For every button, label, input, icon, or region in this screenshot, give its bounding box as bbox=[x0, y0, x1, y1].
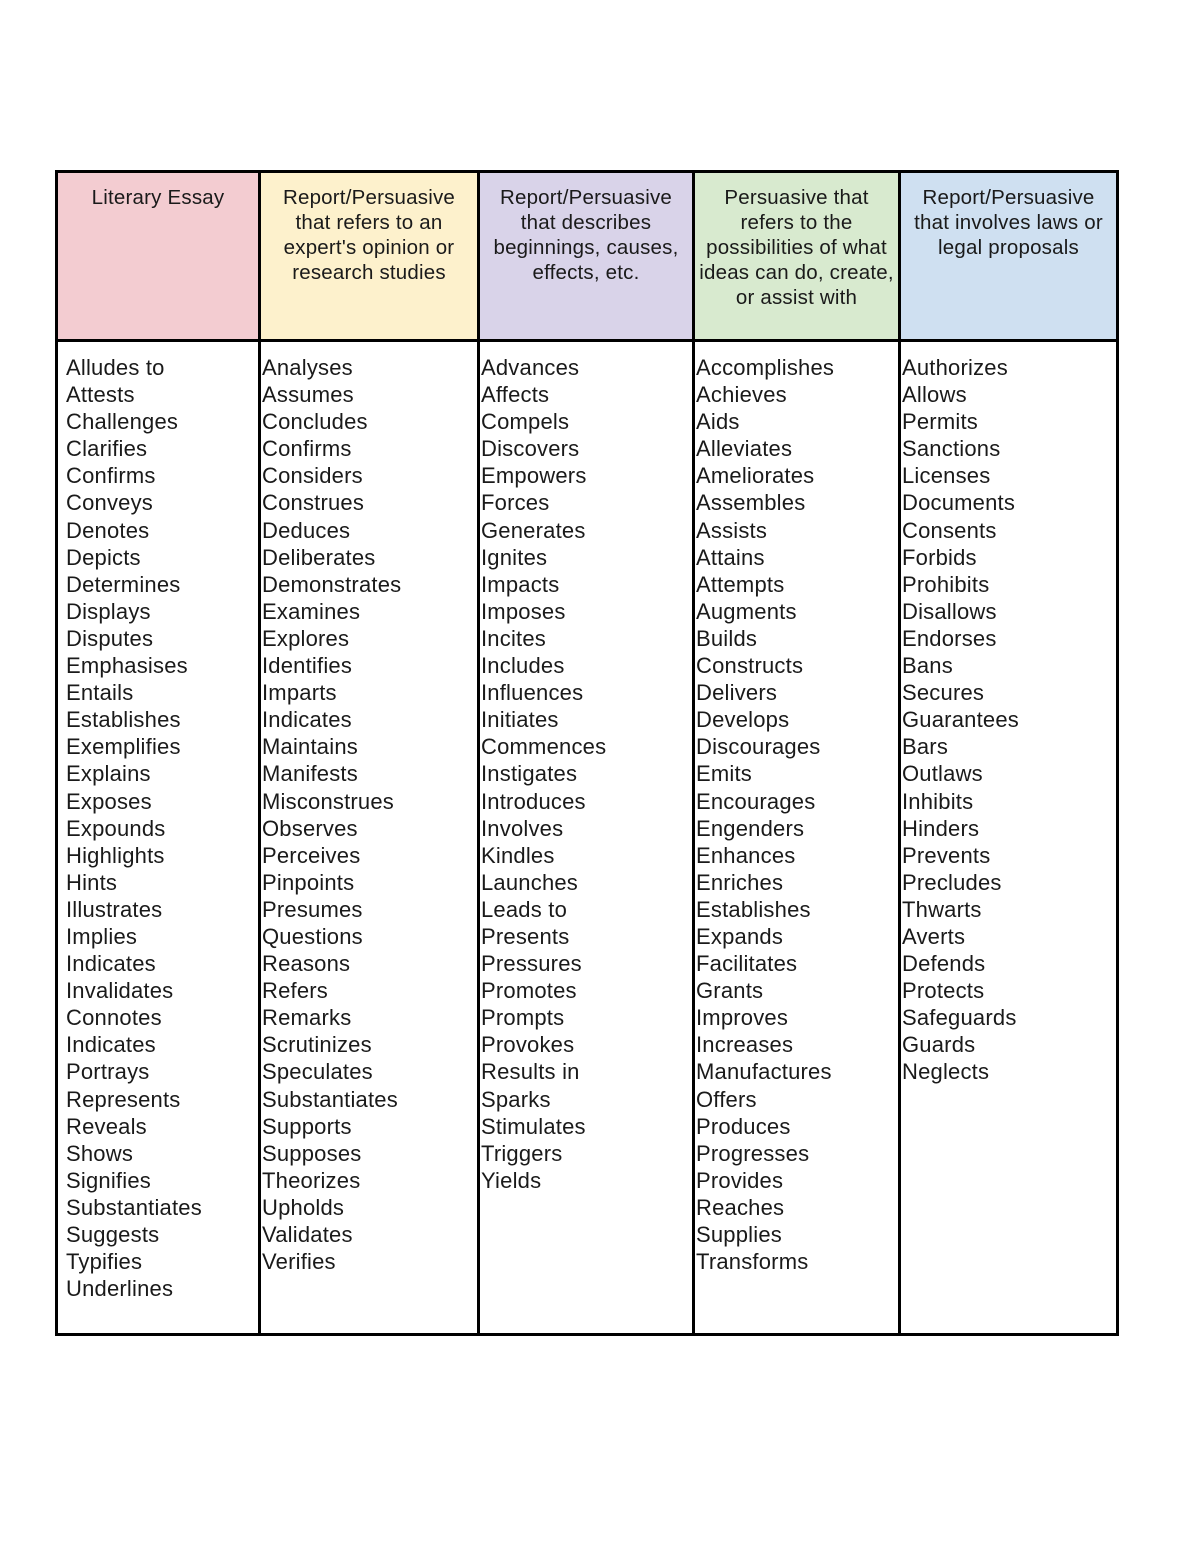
word-item: Demonstrates bbox=[262, 571, 402, 597]
word-item: Enhances bbox=[696, 842, 796, 868]
word-item: Hinders bbox=[902, 815, 980, 841]
word-item: Launches bbox=[481, 869, 579, 895]
word-item: Validates bbox=[262, 1222, 353, 1247]
word-item: Suggests bbox=[66, 1222, 160, 1247]
word-item: Confirms bbox=[66, 463, 156, 489]
word-item: Ameliorates bbox=[696, 463, 815, 489]
word-item: Scrutinizes bbox=[262, 1032, 372, 1058]
word-item: Indicates bbox=[66, 1032, 156, 1058]
header-literary-essay: Literary Essay bbox=[58, 173, 261, 342]
word-item: Incites bbox=[481, 625, 546, 651]
word-item: Alleviates bbox=[696, 436, 793, 462]
word-item: Establishes bbox=[66, 707, 181, 733]
word-item: Encourages bbox=[696, 788, 816, 814]
word-item: Consents bbox=[902, 517, 997, 543]
word-item: Forbids bbox=[902, 544, 977, 570]
word-item: Manifests bbox=[262, 761, 358, 787]
word-item: Engenders bbox=[696, 815, 805, 841]
word-item: Generates bbox=[481, 517, 586, 543]
word-item: Supports bbox=[262, 1113, 352, 1139]
word-item: Compels bbox=[481, 409, 570, 435]
word-item: Permits bbox=[902, 409, 978, 435]
word-item: Implies bbox=[66, 923, 138, 949]
word-item: Depicts bbox=[66, 544, 141, 570]
word-item: Yields bbox=[481, 1167, 542, 1193]
word-item: Invalidates bbox=[66, 978, 174, 1004]
word-item: Thwarts bbox=[902, 896, 982, 922]
column-causes-effects bbox=[480, 342, 695, 1333]
word-item: Deliberates bbox=[262, 544, 376, 570]
word-item: Highlights bbox=[66, 842, 165, 868]
word-item: Entails bbox=[66, 680, 134, 706]
word-item: Forces bbox=[481, 490, 550, 516]
header-causes-effects: Report/Persuasive that describes beginnings, causes, effects, etc. bbox=[480, 173, 695, 342]
word-item: Upholds bbox=[262, 1194, 345, 1220]
word-item: Observes bbox=[262, 815, 358, 841]
word-item: Allows bbox=[902, 382, 967, 408]
word-item: Advances bbox=[481, 355, 580, 380]
word-item: Commences bbox=[481, 734, 607, 760]
word-item: Challenges bbox=[66, 409, 179, 435]
word-item: Augments bbox=[696, 598, 797, 624]
word-item: Builds bbox=[696, 625, 758, 651]
column-expert-opinion bbox=[261, 342, 480, 1333]
word-item: Examines bbox=[262, 598, 361, 624]
word-item: Determines bbox=[66, 571, 181, 597]
word-item: Constructs bbox=[696, 653, 804, 679]
word-item: Includes bbox=[481, 653, 565, 679]
word-item: Guards bbox=[902, 1032, 976, 1058]
word-item: Identifies bbox=[262, 653, 353, 679]
word-item: Attests bbox=[66, 382, 135, 408]
word-item: Conveys bbox=[66, 490, 153, 516]
word-item: Develops bbox=[696, 707, 790, 733]
word-item: Affects bbox=[481, 382, 550, 408]
word-item: Provokes bbox=[481, 1032, 575, 1058]
word-item: Expounds bbox=[66, 815, 166, 841]
word-item: Signifies bbox=[66, 1167, 151, 1193]
word-item: Assumes bbox=[262, 382, 354, 408]
word-item: Manufactures bbox=[696, 1059, 832, 1085]
word-item: Impacts bbox=[481, 571, 560, 597]
word-item: Disputes bbox=[66, 625, 154, 651]
word-item: Supplies bbox=[696, 1222, 782, 1247]
word-item: Aids bbox=[696, 409, 740, 435]
word-item: Emits bbox=[696, 761, 752, 787]
word-item: Kindles bbox=[481, 842, 555, 868]
word-item: Initiates bbox=[481, 707, 559, 733]
word-item: Sparks bbox=[481, 1086, 551, 1112]
word-item: Sanctions bbox=[902, 436, 1001, 462]
word-item: Prohibits bbox=[902, 571, 990, 597]
word-item: Refers bbox=[262, 978, 328, 1004]
word-item: Connotes bbox=[66, 1005, 162, 1031]
word-item: Disallows bbox=[902, 598, 997, 624]
word-item: Perceives bbox=[262, 842, 361, 868]
word-item: Emphasises bbox=[66, 653, 188, 679]
word-item: Indicates bbox=[262, 707, 352, 733]
word-item: Hints bbox=[66, 869, 118, 895]
word-item: Substantiates bbox=[66, 1194, 202, 1220]
word-item: Illustrates bbox=[66, 896, 163, 922]
word-item: Involves bbox=[481, 815, 564, 841]
word-item: Prompts bbox=[481, 1005, 565, 1031]
word-item: Pinpoints bbox=[262, 869, 355, 895]
word-item: Questions bbox=[262, 923, 363, 949]
verb-table bbox=[55, 170, 1119, 1336]
word-item: Prevents bbox=[902, 842, 991, 868]
word-item: Deduces bbox=[262, 517, 351, 543]
word-item: Maintains bbox=[262, 734, 358, 760]
word-item: Accomplishes bbox=[696, 355, 835, 380]
word-item: Reveals bbox=[66, 1113, 147, 1139]
word-item: Discovers bbox=[481, 436, 580, 462]
word-item: Alludes to bbox=[66, 355, 165, 380]
word-item: Delivers bbox=[696, 680, 778, 706]
word-item: Averts bbox=[902, 923, 966, 949]
word-item: Authorizes bbox=[902, 355, 1008, 380]
word-item: Imparts bbox=[262, 680, 337, 706]
word-item: Confirms bbox=[262, 436, 352, 462]
word-item: Stimulates bbox=[481, 1113, 586, 1139]
word-item: Produces bbox=[696, 1113, 791, 1139]
word-item: Attempts bbox=[696, 571, 785, 597]
word-item: Facilitates bbox=[696, 951, 798, 977]
word-item: Ignites bbox=[481, 544, 548, 570]
word-item: Inhibits bbox=[902, 788, 974, 814]
word-item: Endorses bbox=[902, 625, 997, 651]
word-item: Introduces bbox=[481, 788, 586, 814]
word-item: Secures bbox=[902, 680, 985, 706]
word-item: Clarifies bbox=[66, 436, 148, 462]
word-item: Concludes bbox=[262, 409, 368, 435]
word-item: Licenses bbox=[902, 463, 991, 489]
header-possibilities: Persuasive that refers to the possibilities of what ideas can do, create, or assist with bbox=[695, 173, 901, 342]
word-item: Imposes bbox=[481, 598, 566, 624]
word-item: Attains bbox=[696, 544, 765, 570]
word-item: Denotes bbox=[66, 517, 150, 543]
word-item: Reasons bbox=[262, 951, 351, 977]
column-laws bbox=[901, 342, 1116, 1333]
word-item: Achieves bbox=[696, 382, 787, 408]
column-possibilities bbox=[695, 342, 901, 1333]
word-item: Bars bbox=[902, 734, 949, 760]
word-item: Bans bbox=[902, 653, 953, 679]
word-item: Provides bbox=[696, 1167, 784, 1193]
word-item: Assists bbox=[696, 517, 768, 543]
word-item: Exemplifies bbox=[66, 734, 181, 760]
word-item: Presumes bbox=[262, 896, 363, 922]
word-item: Precludes bbox=[902, 869, 1002, 895]
word-item: Theorizes bbox=[262, 1167, 361, 1193]
word-item: Verifies bbox=[262, 1249, 336, 1275]
word-item: Neglects bbox=[902, 1059, 990, 1085]
word-item: Underlines bbox=[66, 1276, 174, 1302]
word-item: Progresses bbox=[696, 1140, 810, 1166]
word-item: Typifies bbox=[66, 1249, 143, 1275]
word-item: Enriches bbox=[696, 869, 784, 895]
word-item: Defends bbox=[902, 951, 986, 977]
word-item: Grants bbox=[696, 978, 764, 1004]
word-item: Pressures bbox=[481, 951, 582, 977]
header-laws: Report/Persuasive that involves laws or legal proposals bbox=[901, 173, 1116, 342]
word-item: Establishes bbox=[696, 896, 811, 922]
word-item: Reaches bbox=[696, 1194, 785, 1220]
column-literary-essay bbox=[58, 342, 261, 1333]
word-item: Exposes bbox=[66, 788, 152, 814]
word-item: Safeguards bbox=[902, 1005, 1017, 1031]
word-item: Leads to bbox=[481, 896, 568, 922]
word-item: Outlaws bbox=[902, 761, 983, 787]
word-item: Explains bbox=[66, 761, 151, 787]
word-item: Indicates bbox=[66, 951, 156, 977]
word-item: Considers bbox=[262, 463, 363, 489]
word-item: Promotes bbox=[481, 978, 577, 1004]
word-item: Remarks bbox=[262, 1005, 352, 1031]
word-item: Portrays bbox=[66, 1059, 150, 1085]
word-item: Transforms bbox=[696, 1249, 809, 1275]
word-item: Instigates bbox=[481, 761, 578, 787]
word-item: Expands bbox=[696, 923, 784, 949]
word-item: Influences bbox=[481, 680, 584, 706]
word-item: Analyses bbox=[262, 355, 353, 380]
word-item: Presents bbox=[481, 923, 570, 949]
word-item: Shows bbox=[66, 1140, 134, 1166]
word-item: Substantiates bbox=[262, 1086, 398, 1112]
word-item: Protects bbox=[902, 978, 985, 1004]
word-item: Supposes bbox=[262, 1140, 362, 1166]
word-item: Offers bbox=[696, 1086, 757, 1112]
word-item: Represents bbox=[66, 1086, 181, 1112]
word-item: Triggers bbox=[481, 1140, 563, 1166]
word-item: Empowers bbox=[481, 463, 587, 489]
word-item: Explores bbox=[262, 625, 350, 651]
word-item: Construes bbox=[262, 490, 365, 516]
word-item: Improves bbox=[696, 1005, 789, 1031]
word-item: Misconstrues bbox=[262, 788, 394, 814]
word-item: Speculates bbox=[262, 1059, 373, 1085]
header-expert-opinion: Report/Persuasive that refers to an expert's opinion or research studies bbox=[261, 173, 480, 342]
word-item: Guarantees bbox=[902, 707, 1019, 733]
word-item: Displays bbox=[66, 598, 151, 624]
word-item: Documents bbox=[902, 490, 1016, 516]
word-item: Assembles bbox=[696, 490, 806, 516]
word-item: Discourages bbox=[696, 734, 821, 760]
word-item: Increases bbox=[696, 1032, 794, 1058]
word-item: Results in bbox=[481, 1059, 580, 1085]
